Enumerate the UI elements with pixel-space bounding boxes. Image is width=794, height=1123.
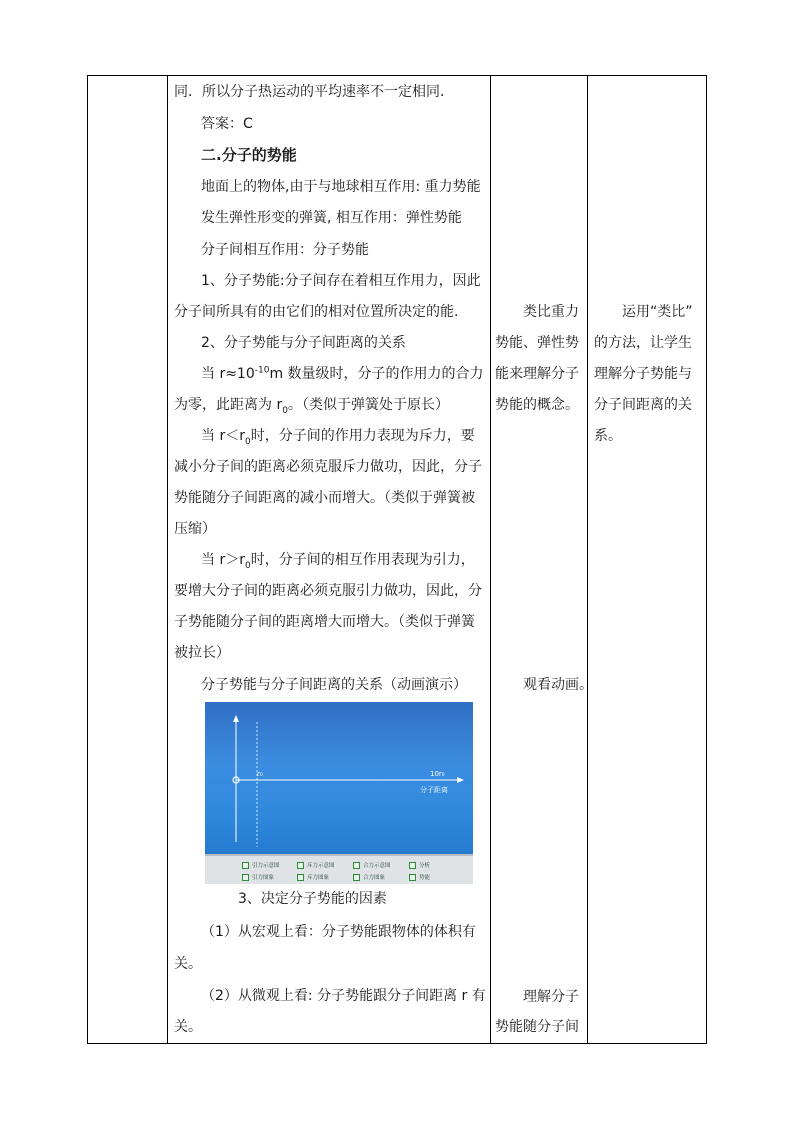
factors-heading: 3、决定分子势能的因素: [238, 891, 387, 907]
text-line: [201, 428, 475, 447]
text-line: 1、分子势能:分子间存在着相互作用力，因此: [201, 273, 481, 289]
legend-checkbox[interactable]: [242, 874, 274, 881]
table-border-right: [706, 75, 707, 1044]
legend-checkbox[interactable]: [297, 874, 329, 881]
text-line: 关。: [174, 956, 202, 972]
text-line: [174, 397, 449, 416]
text-line: 减小分子间的距离必须克服斥力做功，因此，分子: [174, 459, 482, 475]
x-axis-label: 分子距离: [420, 786, 448, 794]
answer-line: 答案：C: [201, 116, 253, 132]
understand-text: 势能随分子间: [495, 1019, 579, 1035]
analogy-text: 势能的概念。: [495, 397, 579, 413]
animation-image[interactable]: [205, 702, 473, 884]
analogy-text: 能来理解分子: [495, 366, 579, 382]
legend-label: 分析: [419, 863, 431, 869]
y-axis-arrow: [233, 715, 239, 722]
subscript: 0: [244, 560, 251, 571]
intent-text: 分子间距离的关: [594, 397, 692, 413]
analogy-text: 类比重力: [523, 304, 579, 320]
checkbox-icon: [353, 862, 360, 869]
text-fragment: 时，分子间的作用力表现为斥力，要: [250, 428, 475, 444]
watch-animation-text: 观看动画。: [523, 677, 593, 693]
intent-text: 运用“类比”: [622, 304, 693, 320]
text-line: （2）从微观上看: 分子势能跟分子间距离 r 有: [201, 988, 486, 1004]
table-border-top: [87, 75, 707, 76]
legend-checkbox[interactable]: [242, 862, 280, 869]
legend-label: 合力图象: [363, 875, 386, 881]
superscript: -10: [254, 365, 270, 376]
ten-r0-label: 10r₀: [430, 770, 445, 778]
legend-checkbox[interactable]: [297, 862, 335, 869]
checkbox-icon: [353, 874, 360, 881]
section-heading: 二.分子的势能: [201, 146, 297, 164]
legend-checkbox[interactable]: [409, 862, 430, 869]
checkbox-icon: [242, 874, 249, 881]
legend-label: 合力示意图: [363, 863, 391, 869]
text-line: 地面上的物体,由于与地球相互作用: 重力势能: [201, 179, 481, 195]
text-line: 发生弹性形变的弹簧, 相互作用：弹性势能: [201, 210, 462, 226]
understand-text: 理解分子: [523, 989, 579, 1005]
animation-caption: 分子势能与分子间距离的关系（动画演示）: [201, 677, 467, 693]
text-line: （1）从宏观上看：分子势能跟物体的体积有: [201, 924, 476, 940]
text-line: 关。: [174, 1019, 202, 1035]
intent-text: 理解分子势能与: [594, 366, 692, 382]
legend-checkbox[interactable]: [409, 874, 430, 881]
legend-label: 斥力示意图: [307, 863, 335, 869]
text-fragment: 当 r≈10: [201, 366, 255, 382]
checkbox-icon: [409, 862, 416, 869]
text-fragment: 当 r＞r: [201, 552, 245, 568]
subscript: 0: [244, 436, 251, 447]
table-border-left: [87, 75, 88, 1044]
text-line-r0: [201, 366, 484, 382]
text-line: 子势能随分子间的距离增大而增大。（类似于弹簧: [174, 614, 475, 630]
text-line: 势能随分子间距离的减小而增大。（类似于弹簧被: [174, 490, 475, 506]
legend-label: 引力示意图: [252, 863, 280, 869]
col-divider-2: [490, 75, 491, 1044]
legend-checkbox[interactable]: [353, 874, 385, 881]
text-fragment: 时，分子间的相互作用表现为引力，: [250, 552, 475, 568]
text-fragment: 当 r＜r: [201, 428, 245, 444]
text-line: 2、分子势能与分子间距离的关系: [201, 335, 406, 351]
legend-checkbox[interactable]: [353, 862, 391, 869]
text-line: 被拉长）: [174, 645, 230, 661]
text-line: 要增大分子间的距离必须克服引力做功，因此，分: [174, 583, 482, 599]
text-line: 分子间所具有的由它们的相对位置所决定的能.: [174, 304, 459, 320]
intent-text: 的方法，让学生: [594, 335, 692, 351]
checkbox-icon: [297, 874, 304, 881]
legend-label: 斥力图象: [307, 875, 330, 881]
text-line: 分子间相互作用：分子势能: [201, 242, 369, 258]
col-divider-1: [167, 75, 168, 1044]
text-line: 同．所以分子热运动的平均速率不一定相同．: [174, 84, 454, 100]
r0-label: r₀: [257, 770, 263, 778]
text-fragment: m 数量级时，分子的作用力的合力: [269, 366, 484, 382]
checkbox-icon: [297, 862, 304, 869]
subscript: 0: [282, 405, 288, 416]
checkbox-icon: [409, 874, 416, 881]
intent-text: 系。: [594, 428, 622, 444]
legend-label: 势能: [419, 875, 431, 881]
text-line: 压缩）: [174, 521, 216, 537]
col-divider-3: [587, 75, 588, 1044]
analogy-text: 势能、弹性势: [495, 335, 579, 351]
text-fragment: 为零，此距离为 r: [174, 397, 283, 413]
text-line: [201, 552, 475, 571]
legend-label: 引力图象: [252, 875, 275, 881]
animation-graph: [205, 702, 473, 854]
animation-toolbar: [205, 854, 473, 884]
checkbox-icon: [242, 862, 249, 869]
text-fragment: 。（类似于弹簧处于原长）: [287, 397, 449, 413]
table-border-bottom: [87, 1043, 707, 1044]
